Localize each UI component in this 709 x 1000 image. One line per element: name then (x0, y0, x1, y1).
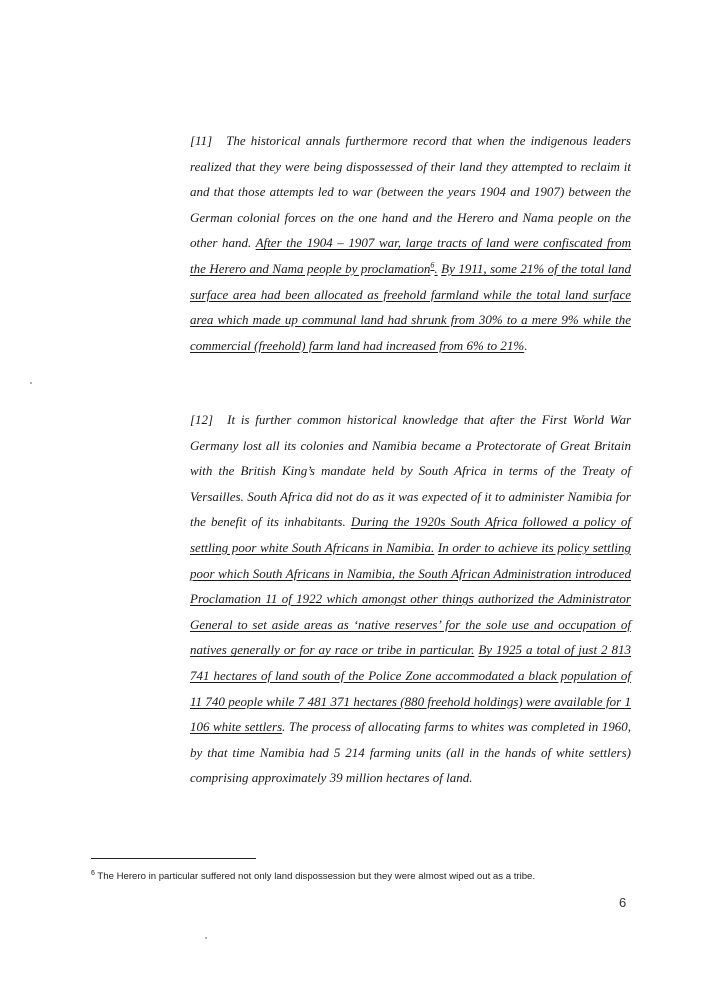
scan-speck (205, 937, 207, 939)
footnote-divider (91, 858, 256, 859)
footnote-reference: 6 (430, 260, 435, 270)
paragraph-11 (190, 128, 631, 358)
underlined-text: During the 1920s South Africa followed a policy of settling poor white South Africans in Namibia. (190, 514, 631, 555)
paragraph-12 (190, 407, 631, 791)
underlined-text: After the 1904 – 1907 war, large tracts of land were confiscated from the Herero and Nama people by proclamation (190, 235, 631, 276)
footnote (91, 871, 631, 882)
underlined-text: In order to achieve its policy settling poor which South Africans in Namibia, the South African Administration introduced Proclamation 11 of 1922 which amongst other things authorized the Administrator General to set aside areas as ‘native reserves’ for the sole use and occupation of natives generally or for ay race or tribe in particular. (190, 539, 631, 658)
scan-speck (30, 382, 32, 384)
paragraph-number: [11] (190, 133, 213, 148)
text-segment: It is further common historical knowledge that after the First World War Germany lost all its colonies and Namibia became a Protectorate of Great Britain with the British King’s mandate held by South Africa in terms of the Treaty of Versailles. South Africa did not do as it was expected of it to administer Namibia for the benefit of its inhabitants. (190, 412, 631, 530)
footnote-marker: 6 (91, 869, 95, 877)
text-segment: The historical annals furthermore record that when the indigenous leaders realized that they were being dispossessed of their land they attempted to reclaim it and that those attempts led to war (between the years 1904 and 1907) between the German colonial forces on the one hand and the Herero and Nama people on the other hand. (190, 133, 631, 251)
page-number: 6 (619, 895, 627, 910)
text-segment: . (524, 337, 528, 353)
paragraph-number: [12] (190, 412, 214, 427)
footnote-text: The Herero in particular suffered not only land dispossession but they were almost wiped out as a tribe. (94, 871, 536, 882)
text-segment: . The process of allocating farms to whites was completed in 1960, by that time Namibia had 5 214 farming units (all in the hands of white settlers) comprising approximately 39 million hectares of land. (190, 719, 631, 786)
paragraph-12-body (190, 412, 631, 785)
underlined-text: By 1911, some 21% of the total land surface area had been allocated as freehold farmland while the total land surface area which made up communal land had shrunk from 30% to a mere 9% while the commercial (freehold) farm land had increased from 6% to 21% (190, 260, 632, 353)
paragraph-11-body (190, 133, 631, 353)
underlined-text: By 1925 a total of just 2 813 741 hectares of land south of the Police Zone accommodated a black population of 11 740 people while 7 481 371 hectares (880 freehold holdings) were available for 1 106 white settlers (190, 642, 631, 735)
underlined-text: . (434, 260, 438, 276)
